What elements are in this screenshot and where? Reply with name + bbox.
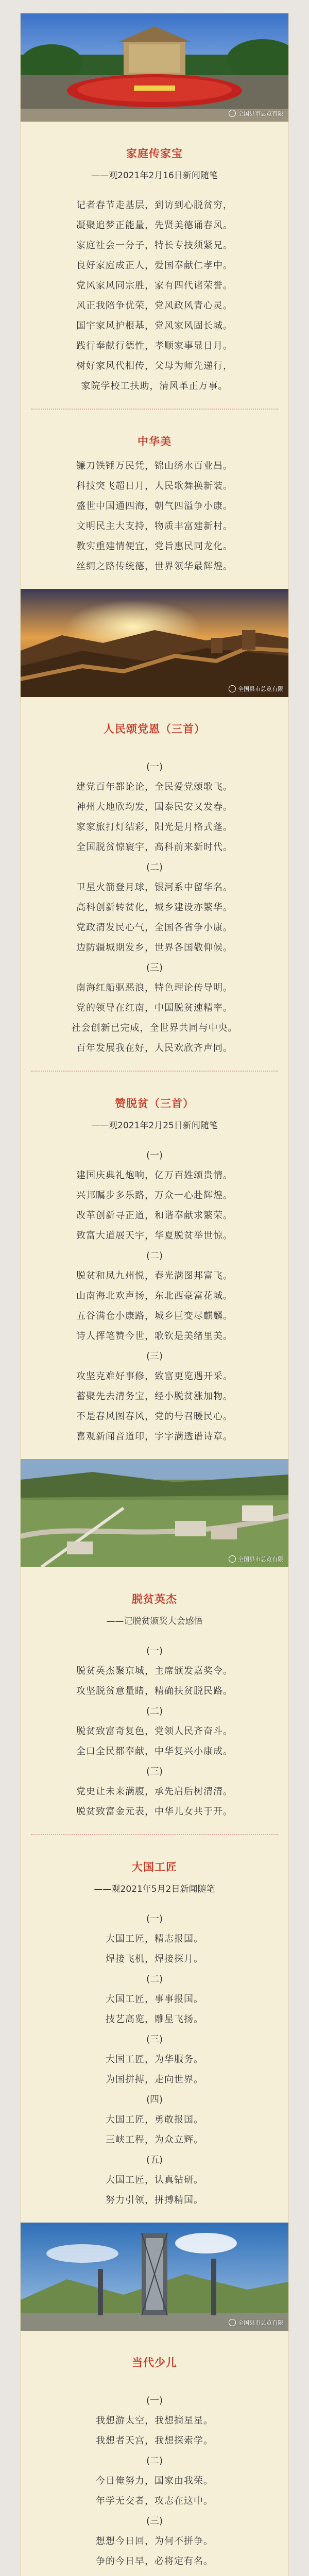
poem-line: 脱贫致富金元表，中华儿女共于开。 [76,1806,233,1817]
poem-line: 家家旅打灯结彩，阳光是月格式蓬。 [76,822,233,833]
watermark-logo-icon [229,110,236,117]
watermark-text: 全国县市总览有限 [238,111,283,117]
poem-title: 家庭传家宝 [126,147,183,160]
stanza-number: (五) [146,2155,163,2165]
stanza-number: (三) [146,2034,163,2045]
watermark [229,685,283,693]
poem-line: 年学无交者，攻志在这中。 [96,2496,213,2506]
stanza-number: (三) [146,1766,163,1777]
watermark-text: 全国县市总览有限 [238,2320,283,2326]
poem-poverty-heroes [21,1591,288,1834]
stanza-number: (一) [146,1150,163,1161]
poem-line: 脱贫致富奇复色，党领人民齐奋斗。 [76,1726,233,1737]
section-divider [31,1834,278,1835]
stanza-number [31,2571,278,2576]
poem-line: 想想今日回，为何不拼争。 [96,2536,213,2547]
watermark [229,1555,283,1563]
poem-line: 攻坚脱贫意量睹，精确扶贫脱民路。 [76,1686,233,1697]
poem-line: 良好家庭成正人，爱国奉献仁孝中。 [76,260,233,271]
poem-line: 全口全民都奉献，中华复兴小康成。 [76,1746,233,1757]
poem-line: 科技突飞超日月，人民歌舞换新装。 [76,481,233,492]
poem-line: 记者春节走基层，到访到心脱贫穷， [76,200,233,211]
poem-line: 争的今日早，必将定有名。 [96,2556,213,2567]
watermark-text: 全国县市总览有限 [238,1556,283,1563]
stanza-number: (三) [146,2516,163,2527]
poem-line: 大国工匠，精志报国。 [106,1934,203,1944]
poem-line: 党的领导在红南，中国脱贫速精率。 [76,1003,233,1013]
stanza-number: (二) [146,1706,163,1717]
poem-line: 边防疆城期发乡，世界各国敬仰候。 [76,942,233,953]
watermark [229,2318,283,2327]
poem-title: 赞脱贫（三首） [115,1097,194,1110]
launch-tower-photo [21,2223,288,2331]
watermark-logo-icon [229,2319,236,2326]
poem-line: 致富大道展天宇，华夏脱贫举世惊。 [76,1230,233,1241]
poem-line: 南海红船驱恶浪，特色理论传导明。 [76,982,233,993]
poem-line: 脱贫英杰聚京城，主席颁发嘉奖令。 [76,1666,233,1676]
poem-line: 不是春风图春风，党的号召暖民心。 [76,1411,233,1422]
poem-people-praise-party [21,721,288,1071]
village-aerial-photo [21,1459,288,1567]
watermark-logo-icon [229,1555,236,1563]
poem-line: 攻坚克难好事修，致富更览遇开采。 [76,1371,233,1382]
poem-line: 改革创新寻正道，和谐奉献求繁荣。 [76,1210,233,1221]
poem-line: 百年发展我在好，人民欢欣齐声同。 [76,1043,233,1054]
poem-line: 喜观新闻音道印，字字满透谱诗章。 [76,1431,233,1442]
poem-title: 中华美 [138,435,171,448]
poem-line: 焊接飞机，焊接探月。 [106,1954,203,1964]
stanza-number: (一) [146,2395,163,2406]
poem-line: 镰刀铁锤万民凭，锦山绣水百业昌。 [76,461,233,471]
poem-line: 大国工匠，事事报国。 [106,1994,203,2005]
poem-praise-poverty-relief [21,1095,288,1459]
poem-line: 凝聚追梦正能量，先贤美德诵春风。 [76,220,233,231]
poem-line: 党史让未来满腹，承先启后树清清。 [76,1786,233,1797]
poem-line: 我想游太空，我想摘星星。 [96,2415,213,2426]
section-divider [31,1071,278,1072]
poem-great-craftsmen [21,1859,288,2223]
poem-title: 脱贫英杰 [132,1593,177,1605]
stanza-number: (三) [146,962,163,973]
poem-line: 高科创新转贫化，城乡建设亦繁华。 [76,902,233,913]
poem-line: 诗人挥笔赞今世，歌钦是美绪里美。 [76,1331,233,1342]
stanza-number: (二) [146,2455,163,2466]
watermark-text: 全国县市总览有限 [238,686,283,692]
poem-line: 家庭社会一分子，特长专技须紧兄。 [76,240,233,251]
stanza-number: (四) [146,2094,163,2105]
poem-line: 家院学校工扶助，清风革正万事。 [81,381,228,392]
monument-photo [21,13,288,122]
poem-china-beauty [21,433,288,589]
poem-line: 文明民主大支持，物质丰富建新村。 [76,521,233,532]
article-paper [21,13,288,2576]
poem-line: 技艺高览，雕星飞扬。 [106,2014,203,2025]
poem-line: 国宇家风护根基，党风家风固长城。 [76,320,233,331]
watermark-logo-icon [229,685,236,692]
poem-line: 努力引领，拼搏精国。 [106,2195,203,2206]
poem-subtitle: ——观2021年5月2日新闻随笔 [94,1884,215,1894]
poem-subtitle: ——记脱贫颁奖大会感悟 [106,1616,203,1626]
poem-line: 丝绸之路传统德，世界领华最辉煌。 [76,561,233,572]
poem-line: 教实重建情便宜，党旨惠民同龙化。 [76,541,233,552]
poem-line: 三峡工程，为众立辉。 [106,2134,203,2145]
poem-title: 大国工匠 [132,1861,177,1873]
stanza-number: (一) [146,1646,163,1656]
poem-line: 建国庆典礼炮响，亿万百姓颂贵情。 [76,1170,233,1181]
stanza-number: (三) [146,1351,163,1362]
poem-subtitle: ——观2021年2月25日新闻随笔 [91,1121,218,1131]
poem-line: 卫星火箭登月球，银河系中留华名。 [76,882,233,893]
poem-line: 建党百年都论论，全民爱党颂歌飞。 [76,782,233,792]
poem-subtitle: ——观2021年2月16日新闻随笔 [91,171,218,181]
poem-line: 大国工匠，为华服务。 [106,2054,203,2065]
poem-line: 今日俺努力，国家由我荣。 [96,2476,213,2486]
stanza-number: (一) [146,1913,163,1924]
stanza-number: (二) [146,1250,163,1261]
stanza-number: (二) [146,862,163,873]
poem-line: 社会创新已完成，全世界共同与中央。 [71,1023,238,1033]
poem-line: 兴邦瞩步多乐路，万众一心赴辉煌。 [76,1190,233,1201]
poem-line: 脱贫和凤九州悦，春光满图邦富飞。 [76,1270,233,1281]
poem-line: 大国工匠，认真钻研。 [106,2175,203,2185]
stanza-number: (二) [146,1974,163,1985]
poem-line: 为国拼搏，走向世界。 [106,2074,203,2085]
poem-line: 党政清发民心气，全国各省争小康。 [76,922,233,933]
watermark [229,109,283,117]
poem-title: 人民颂党恩（三首） [104,723,205,735]
poem-line: 党风家风同宗胜，家有四代诸荣誉。 [76,280,233,291]
great-wall-photo [21,589,288,697]
poem-line: 大国工匠，勇敢报国。 [106,2114,203,2125]
poem-line: 风正我陪争优荣，党风政风青心灵。 [76,300,233,311]
poem-line: 全国脱贫惊寰宇，高科前来新时代。 [76,842,233,853]
poem-family-heirloom [21,145,288,409]
poem-line: 盛世中国通四海，朝气四溢争小康。 [76,501,233,512]
stanza-number: (一) [146,761,163,772]
poem-line: 山南海北欢声扬，东北西豪富花城。 [76,1291,233,1301]
poem-line: 神州大地欣均发，国泰民安又发春。 [76,802,233,812]
poem-contemporary-children [21,2354,288,2576]
poem-line: 我想者天宫，我想探索学。 [96,2435,213,2446]
poem-line: 践行奉献行德性，孝顺家事显日月。 [76,341,233,351]
poem-title: 当代少儿 [132,2357,177,2369]
poem-line: 树好家风代相传，父母为师先递行， [76,361,233,371]
poem-line: 五谷满仓小康路，城乡巨变尽麒麟。 [76,1311,233,1321]
section-divider [31,409,278,410]
poem-line: 蓄聚先去清务宝，经小脱贫涨加物。 [76,1391,233,1402]
